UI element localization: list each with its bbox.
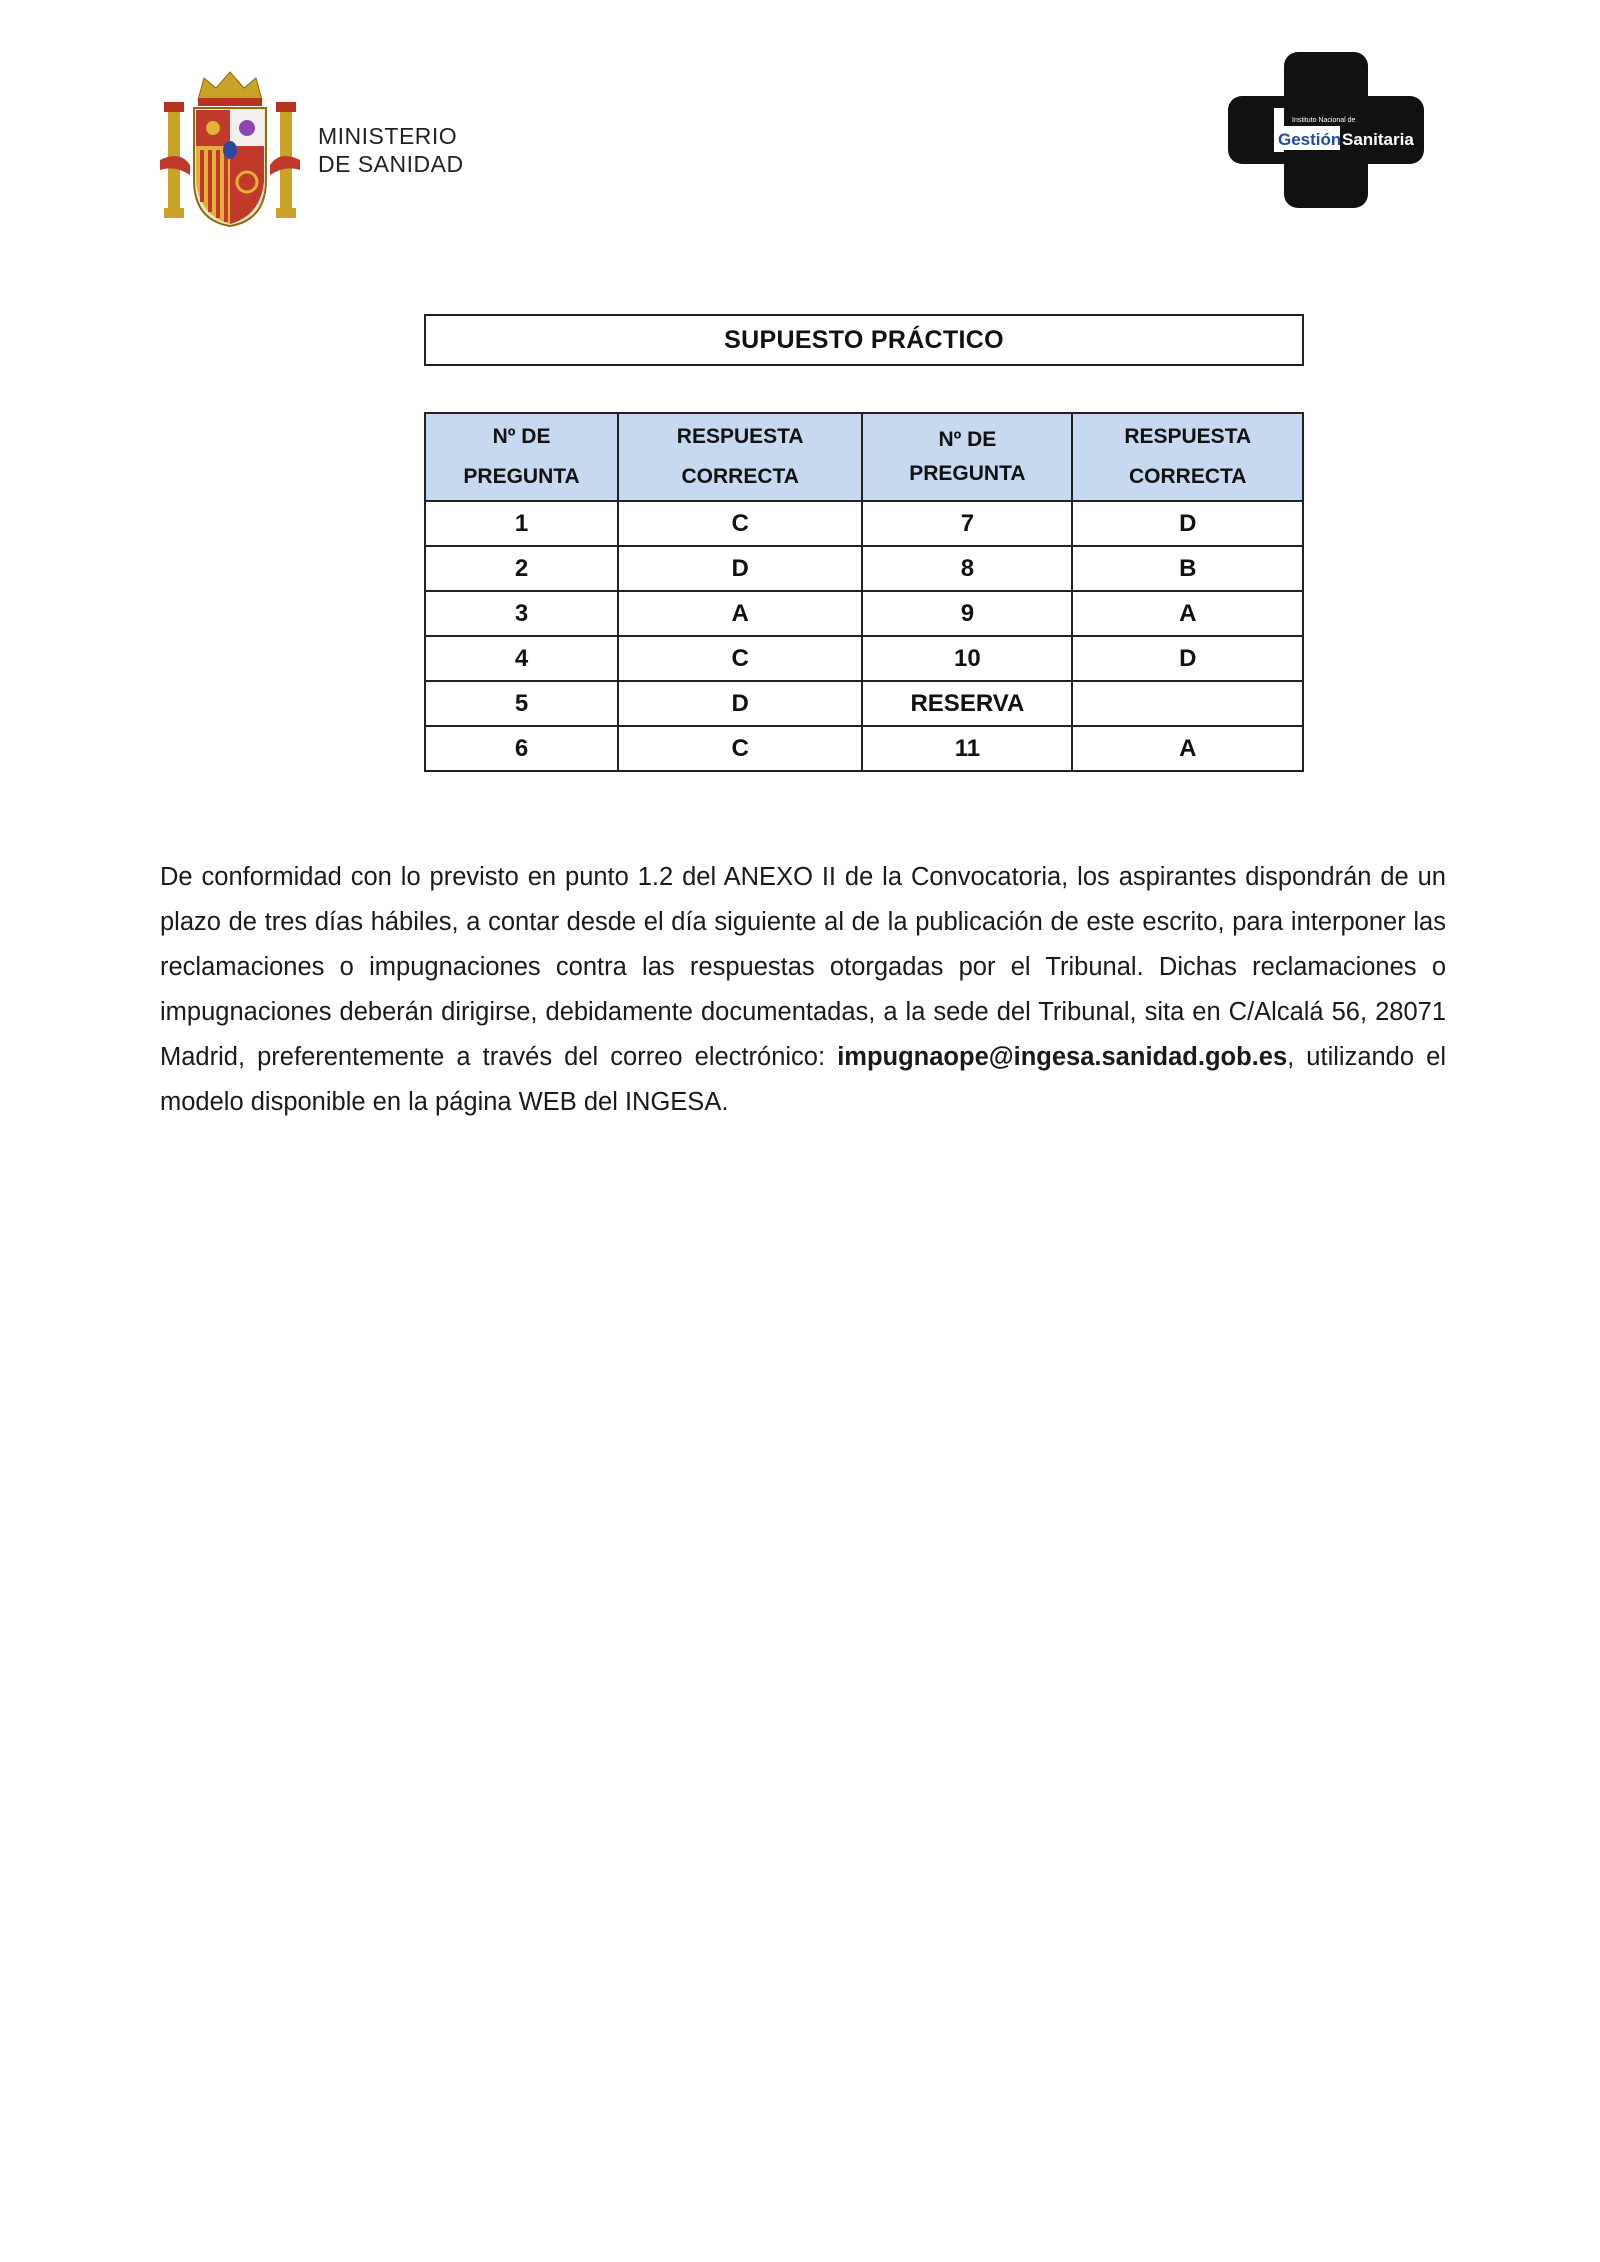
correct-answer: C [618, 501, 862, 546]
paragraph-text-before: De conformidad con lo previsto en punto 1.2 del ANEXO II de la Convocatoria, los aspirantes dispondrán de un plazo de tres días hábiles, a contar desde el día siguiente al de la publicación de este escrito, para interponer las reclamaciones o impugnaciones contra las respuestas otorgadas por el Tribunal. Dichas reclamaciones o impugnaciones deberán dirigirse, debidamente documentadas, a la sede del Tribunal, sita en C/Alcalá 56, 28071 Madrid, preferentemente a través del correo electrónico: [160, 863, 1446, 1071]
coat-of-arms-icon [160, 70, 300, 230]
question-number: 2 [425, 546, 618, 591]
header-correct-answer-1 [618, 413, 862, 501]
question-number: 5 [425, 681, 618, 726]
header-line: CORRECTA [681, 465, 799, 488]
table-row [425, 681, 1303, 726]
question-number: 11 [862, 726, 1072, 771]
correct-answer: D [1072, 636, 1303, 681]
question-number: 3 [425, 591, 618, 636]
contact-email: impugnaope@ingesa.sanidad.gob.es [837, 1043, 1288, 1071]
question-number: 7 [862, 501, 1072, 546]
table-header-row [425, 413, 1303, 501]
correct-answer: B [1072, 546, 1303, 591]
claims-paragraph [160, 855, 1446, 1125]
ingesa-logo [1228, 52, 1424, 208]
answers-table [424, 412, 1304, 772]
ingesa-word-2: Sanitaria [1342, 130, 1414, 149]
table-row [425, 636, 1303, 681]
table-row [425, 726, 1303, 771]
header-line: Nº DE [938, 428, 997, 451]
header-line: PREGUNTA [463, 465, 580, 488]
table-row [425, 501, 1303, 546]
correct-answer: D [618, 546, 862, 591]
correct-answer [1072, 681, 1303, 726]
paragraph-text-after: , utilizando el modelo disponible en la página WEB del INGESA. [160, 1043, 1446, 1116]
ingesa-line-1: Instituto Nacional de [1292, 117, 1356, 124]
correct-answer: A [618, 591, 862, 636]
question-number: 9 [862, 591, 1072, 636]
table-row [425, 546, 1303, 591]
question-number: 10 [862, 636, 1072, 681]
ministry-name [318, 122, 464, 178]
header-line: RESPUESTA [1124, 425, 1252, 448]
ministry-logo [160, 70, 464, 230]
section-title: SUPUESTO PRÁCTICO [424, 314, 1304, 366]
question-number: 1 [425, 501, 618, 546]
header-correct-answer-2 [1072, 413, 1303, 501]
correct-answer: D [618, 681, 862, 726]
header-line: RESPUESTA [676, 425, 804, 448]
ministry-line-2: DE SANIDAD [318, 151, 464, 177]
question-number: 8 [862, 546, 1072, 591]
question-number: 4 [425, 636, 618, 681]
page-header [0, 0, 1600, 260]
header-question-number-1 [425, 413, 618, 501]
ingesa-word-1: Gestión [1278, 130, 1342, 149]
correct-answer: C [618, 636, 862, 681]
question-number: 6 [425, 726, 618, 771]
correct-answer: D [1072, 501, 1303, 546]
correct-answer: A [1072, 591, 1303, 636]
ministry-line-1: MINISTERIO [318, 123, 458, 149]
ingesa-cross-icon [1228, 52, 1424, 208]
correct-answer: A [1072, 726, 1303, 771]
header-question-number-2 [862, 413, 1072, 501]
table-row [425, 591, 1303, 636]
reserve-label: RESERVA [862, 681, 1072, 726]
correct-answer: C [618, 726, 862, 771]
header-line: CORRECTA [1129, 465, 1247, 488]
header-line: Nº DE [492, 425, 551, 448]
header-line: PREGUNTA [909, 462, 1026, 485]
